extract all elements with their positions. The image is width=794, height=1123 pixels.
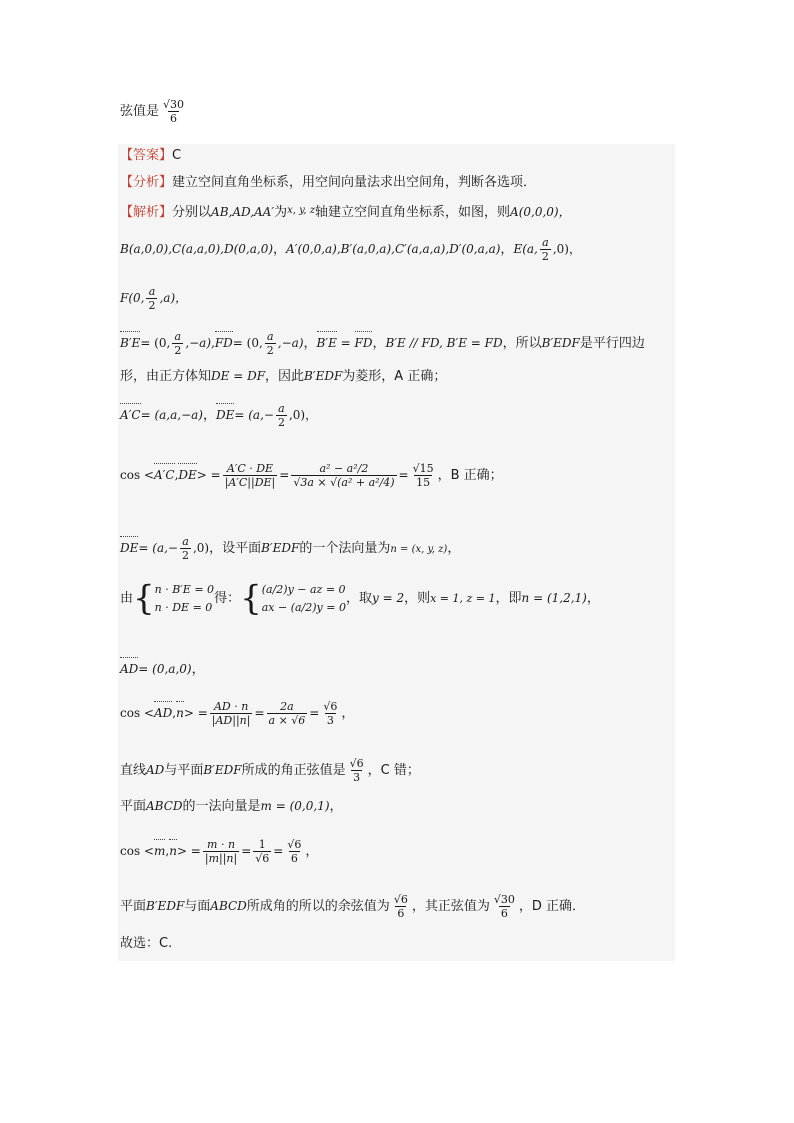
num: a (542, 236, 549, 249)
plane-d-line (120, 797, 343, 816)
axes-edges: AB,AD,AA′ (211, 205, 275, 219)
t: ,−a), (185, 336, 215, 350)
t: ， (191, 662, 205, 677)
n-vec: n = (x, y, z) (390, 544, 448, 555)
system-right (262, 581, 346, 617)
den: 3 (326, 714, 334, 727)
num: √15 (412, 462, 434, 475)
den: 2 (266, 344, 274, 357)
v: m (153, 844, 166, 858)
den: |A′C||DE| (224, 476, 276, 489)
solution-line-1 (120, 202, 571, 222)
axes-names: x, y, z (287, 205, 316, 216)
t: = (a,− (138, 541, 178, 555)
t: > = (176, 844, 201, 858)
t: ，设平面 (209, 541, 262, 556)
num: √30 (493, 893, 515, 906)
eq: n · B′E = 0 (154, 582, 215, 596)
num: 2a (280, 700, 294, 713)
t: cos < (120, 844, 154, 858)
v: AD (120, 662, 139, 676)
frac (180, 535, 191, 562)
eq: ax − (a/2)y = 0 (261, 600, 346, 614)
frac (392, 893, 410, 920)
frac (276, 402, 287, 429)
t: cos < (120, 468, 154, 482)
analysis-line (120, 174, 536, 192)
t: = (273, 844, 284, 858)
frac (492, 893, 517, 920)
num: 1 (258, 838, 266, 851)
den: √3a × √(a² + a²/4) (293, 476, 395, 489)
den: 6 (397, 907, 405, 920)
frac (172, 330, 183, 357)
t: 由 (120, 591, 134, 606)
t: = (a,a,−a) (140, 408, 203, 422)
t: ， (341, 706, 355, 721)
t: 与平面 (164, 763, 204, 778)
points-primed: A′(0,0,a),B′(a,0,a),C′(a,a,a),D′(0,a,a) (286, 242, 501, 256)
num: A′C · DE (226, 462, 274, 475)
t: 形，由正方体知 (120, 369, 212, 384)
solution-tag: 【解析】 (120, 205, 173, 220)
den: |m||n| (204, 852, 238, 865)
normal-line (120, 535, 460, 562)
t: ABCD (210, 899, 247, 913)
frac (285, 838, 303, 865)
den: |AD||n| (211, 714, 251, 727)
t: ， (329, 799, 343, 814)
t: ，即 (495, 591, 522, 606)
den: √6 (255, 852, 270, 865)
f-pre: F(0, (120, 291, 145, 305)
point-e-pre: E(a, (513, 242, 538, 256)
answer-text: C (172, 148, 182, 163)
t: 与面 (184, 899, 211, 914)
t: 的一个法向量为 (299, 541, 391, 556)
v: A′C (153, 468, 175, 482)
ad-line (120, 660, 205, 679)
v: DE (120, 541, 139, 555)
frac (203, 838, 239, 865)
solution-text-c: 为 (274, 205, 288, 220)
num: a (182, 535, 189, 548)
cos-b-line (120, 462, 503, 489)
t: 平面 (120, 799, 147, 814)
point-e-post: ,0)， (552, 242, 581, 256)
t: 是平行四边 (579, 336, 645, 351)
t: > = (183, 706, 208, 720)
den: 2 (541, 250, 549, 263)
t: ,0)， (288, 408, 318, 422)
t: ABCD (146, 799, 183, 813)
t: ,0) (192, 541, 210, 555)
frac (265, 330, 276, 357)
t: , (165, 844, 170, 858)
vectors-line-1 (120, 330, 645, 357)
quad: B′EDF (304, 369, 343, 383)
vectors-line-2 (120, 402, 317, 429)
t: AD (146, 763, 165, 777)
point-e-frac (540, 236, 551, 263)
frac (253, 838, 271, 865)
v: n (176, 706, 184, 720)
intro-den: 6 (170, 112, 178, 125)
t: = (336, 336, 355, 350)
t: cos < (120, 706, 154, 720)
frac (348, 757, 366, 784)
solution-text-e: 轴建立空间直角坐标系，如图，则 (315, 205, 511, 220)
frac (210, 700, 253, 727)
num: √6 (393, 893, 408, 906)
vec-fd: FD (354, 336, 373, 350)
vec-be: B′E (120, 336, 141, 350)
t: ,−a) (277, 336, 304, 350)
frac (223, 462, 278, 489)
cos-c-line (120, 700, 354, 727)
num: AD · n (213, 700, 249, 713)
left-brace: { (240, 578, 262, 619)
num: √6 (323, 700, 338, 713)
num: m · n (207, 838, 236, 851)
sep: ， (303, 336, 317, 351)
den: 6 (290, 852, 298, 865)
den: a × √6 (268, 714, 306, 727)
t: = (279, 468, 290, 482)
t: ， (447, 541, 461, 556)
t: = (0,a,0) (138, 662, 192, 676)
t: , (172, 706, 177, 720)
den: 2 (174, 344, 182, 357)
intro-text: 弦值是 (120, 104, 160, 119)
frac (321, 700, 339, 727)
f-line (120, 285, 187, 312)
v: AD (153, 706, 173, 720)
sep: ， (500, 242, 514, 257)
t: = (254, 706, 265, 720)
t: 为菱形，A 正确； (342, 369, 447, 384)
intro-num: √30 (163, 98, 185, 111)
den: 2 (181, 549, 189, 562)
intro-fraction (161, 98, 186, 125)
den: 2 (277, 416, 285, 429)
v: DE (178, 468, 197, 482)
t: ，其正弦值为 (411, 899, 490, 914)
frac (291, 462, 396, 489)
t: n = (1,2,1) (521, 591, 587, 605)
parallel-eq: B′E // FD, B′E = FD (385, 336, 503, 350)
eq: DE = DF (211, 369, 266, 383)
t: ，所以 (502, 336, 542, 351)
line-c (120, 757, 420, 784)
cos-d-line (120, 838, 318, 865)
t: ，取 (345, 591, 372, 606)
analysis-tag: 【分析】 (120, 175, 173, 190)
answer-tag: 【答案】 (120, 148, 173, 163)
den: 15 (416, 476, 431, 489)
den: 2 (148, 299, 156, 312)
num: √6 (349, 757, 364, 770)
num: a (148, 285, 156, 298)
num: a (267, 330, 274, 343)
sep: ， (273, 242, 287, 257)
points-bcd: B(a,0,0),C(a,a,0),D(0,a,0) (120, 242, 274, 256)
system-line (120, 580, 600, 617)
num: a² − a²/2 (319, 462, 369, 475)
t: = (0, (232, 336, 263, 350)
eq: n · DE = 0 (154, 600, 213, 614)
num: √6 (287, 838, 302, 851)
t: ，B 正确； (437, 468, 503, 483)
conclusion-line (120, 935, 172, 953)
t: ，C 错； (367, 763, 420, 778)
v: n (169, 844, 177, 858)
quad: B′EDF (146, 899, 185, 913)
t: = (a,− (234, 408, 274, 422)
quad: B′EDF (541, 336, 580, 350)
t: = (0, (140, 336, 171, 350)
t: = (309, 706, 320, 720)
f-post: ,a)， (159, 291, 188, 305)
den: 3 (353, 771, 361, 784)
num: a (278, 402, 285, 415)
t: = (241, 844, 252, 858)
t: > = (196, 468, 221, 482)
eq: (a/2)y − az = 0 (261, 582, 346, 596)
answer-line (120, 147, 181, 165)
analysis-text: 建立空间直角坐标系，用空间向量法求出空间角，判断各选项． (172, 175, 537, 190)
t: ，D 正确． (518, 899, 586, 914)
frac (267, 700, 308, 727)
quad: B′EDF (261, 541, 300, 555)
t: 平面 (120, 899, 147, 914)
f-frac (146, 285, 157, 312)
num: a (174, 330, 182, 343)
rhombus-line (120, 367, 446, 386)
t: ， (305, 844, 319, 859)
vec-de: DE (215, 408, 235, 422)
t: y = 2 (371, 591, 405, 605)
t: 直线 (120, 763, 147, 778)
coords-line (120, 236, 581, 263)
point-a: A(0,0,0)， (510, 205, 571, 219)
t: 的一法向量是 (182, 799, 261, 814)
t: , (174, 468, 179, 482)
t: ， (586, 591, 600, 606)
frac (411, 462, 436, 489)
t: m = (0,0,1) (260, 799, 330, 813)
sep: ， (202, 408, 216, 423)
solution-text-a: 分别以 (172, 205, 212, 220)
t: = (398, 468, 409, 482)
left-brace: { (133, 578, 155, 619)
system-left (155, 581, 214, 617)
t: 所成角的所以的余弦值为 (246, 899, 390, 914)
conclusion-text: 故选：C. (120, 936, 173, 951)
sep: ， (372, 336, 386, 351)
t: 得： (214, 591, 241, 606)
vec-fd: FD (214, 336, 233, 350)
t: 所成的角正弦值是 (241, 763, 346, 778)
den: 6 (500, 907, 508, 920)
line-d (120, 893, 585, 920)
t: ，因此 (265, 369, 305, 384)
t: x = 1, z = 1 (430, 592, 496, 605)
vec-ac: A′C (120, 408, 141, 422)
t: ，则 (404, 591, 431, 606)
vec-be: B′E (316, 336, 337, 350)
intro-line (120, 98, 188, 125)
quad: B′EDF (203, 763, 242, 777)
